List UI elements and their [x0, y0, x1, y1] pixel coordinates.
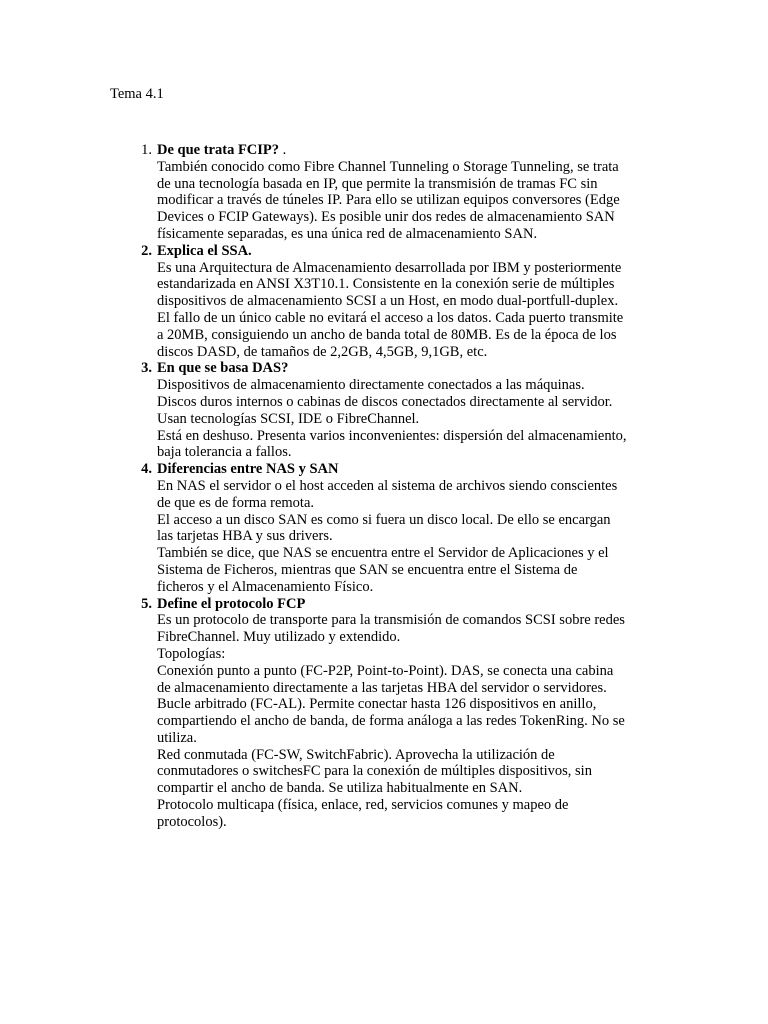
answer-line: Dispositivos de almacenamiento directamente conectados a las máquinas. — [157, 377, 585, 394]
question-heading: Explica el SSA. — [157, 242, 252, 259]
question-item-3 — [141, 360, 667, 461]
question-list — [141, 142, 667, 831]
answer-line: También se dice, que NAS se encuentra entre el Servidor de Aplicaciones y el — [157, 545, 609, 562]
question-heading-line — [157, 596, 667, 613]
answer-line: de almacenamiento directamente a las tarjetas HBA del servidor o servidores. — [157, 679, 607, 696]
answer-line: físicamente separadas, es una única red de almacenamiento SAN. — [157, 225, 538, 242]
question-number: 3. — [141, 360, 152, 377]
question-heading-line — [157, 360, 667, 377]
answer-line: Usan tecnologías SCSI, IDE o FibreChannel. — [157, 410, 420, 427]
answer-line: Es un protocolo de transporte para la transmisión de comandos SCSI sobre redes — [157, 612, 625, 629]
answer-line: a 20MB, consiguiendo un ancho de banda total de 80MB. Es de la época de los — [157, 326, 617, 343]
answer-line: Devices o FCIP Gateways). Es posible unir dos redes de almacenamiento SAN — [157, 209, 615, 226]
answer-line: Es una Arquitectura de Almacenamiento desarrollada por IBM y posteriormente — [157, 259, 622, 276]
answer-line: modificar a través de túneles IP. Para ello se utilizan equipos conversores (Edge — [157, 192, 620, 209]
question-item-4 — [141, 461, 667, 595]
question-number: 5. — [141, 595, 152, 612]
answer-line: Conexión punto a punto (FC-P2P, Point-to-Point). DAS, se conecta una cabina — [157, 662, 614, 679]
answer-line: Protocolo multicapa (física, enlace, red, servicios comunes y mapeo de — [157, 797, 569, 814]
answer-line: protocolos). — [157, 813, 227, 830]
answer-line: las tarjetas HBA y sus drivers. — [157, 528, 333, 545]
question-number: 2. — [141, 242, 152, 259]
question-heading: Diferencias entre NAS y SAN — [157, 461, 339, 478]
answer-line: También conocido como Fibre Channel Tunneling o Storage Tunneling, se trata — [157, 158, 619, 175]
answer-line: El acceso a un disco SAN es como si fuera un disco local. De ello se encargan — [157, 511, 611, 528]
question-heading-line — [157, 461, 667, 478]
answer-line: compartiendo el ancho de banda, de forma análoga a las redes TokenRing. No se — [157, 713, 625, 730]
question-heading: En que se basa DAS? — [157, 360, 289, 377]
document-title: Tema 4.1 — [110, 86, 164, 102]
answer-line: dispositivos de almacenamiento SCSI a un Host, en modo dual-portfull-duplex. — [157, 293, 619, 310]
answer-line: de que es de forma remota. — [157, 494, 315, 511]
question-heading: Define el protocolo FCP — [157, 595, 306, 612]
question-number: 4. — [141, 461, 152, 478]
question-heading-suffix: . — [279, 142, 287, 158]
answer-line: baja tolerancia a fallos. — [157, 444, 292, 461]
answer-line: Sistema de Ficheros, mientras que SAN se encuentra entre el Sistema de — [157, 561, 578, 578]
answer-line: En NAS el servidor o el host acceden al sistema de archivos siendo conscientes — [157, 477, 618, 494]
question-heading: De que trata FCIP? — [157, 142, 280, 158]
question-heading-line — [157, 243, 667, 260]
answer-line: de una tecnología basada en IP, que permite la transmisión de tramas FC sin — [157, 175, 598, 192]
question-item-2 — [141, 242, 667, 361]
answer-line: Está en deshuso. Presenta varios inconvenientes: dispersión del almacenamiento, — [157, 427, 627, 444]
answer-line: El fallo de un único cable no evitará el acceso a los datos. Cada puerto transmite — [157, 309, 624, 326]
answer-line: utiliza. — [157, 729, 197, 746]
question-heading-line — [157, 142, 667, 159]
question-number: 1. — [141, 142, 152, 158]
answer-line: estandarizada en ANSI X3T10.1. Consistente en la conexión serie de múltiples — [157, 276, 615, 293]
answer-line: discos DASD, de tamaños de 2,2GB, 4,5GB, 9,1GB, etc. — [157, 343, 488, 360]
answer-line: FibreChannel. Muy utilizado y extendido. — [157, 629, 401, 646]
answer-line: Discos duros internos o cabinas de discos conectados directamente al servidor. — [157, 393, 613, 410]
answer-line: Bucle arbitrado (FC-AL). Permite conectar hasta 126 dispositivos en anillo, — [157, 696, 597, 713]
answer-line: conmutadores o switchesFC para la conexión de múltiples dispositivos, sin — [157, 763, 592, 780]
answer-line: compartir el ancho de banda. Se utiliza habitualmente en SAN. — [157, 780, 523, 797]
question-item-1 — [141, 142, 667, 243]
answer-line: Topologías: — [157, 645, 226, 662]
question-item-5 — [141, 595, 667, 831]
answer-line: ficheros y el Almacenamiento Físico. — [157, 578, 374, 595]
answer-line: Red conmutada (FC-SW, SwitchFabric). Aprovecha la utilización de — [157, 746, 555, 763]
